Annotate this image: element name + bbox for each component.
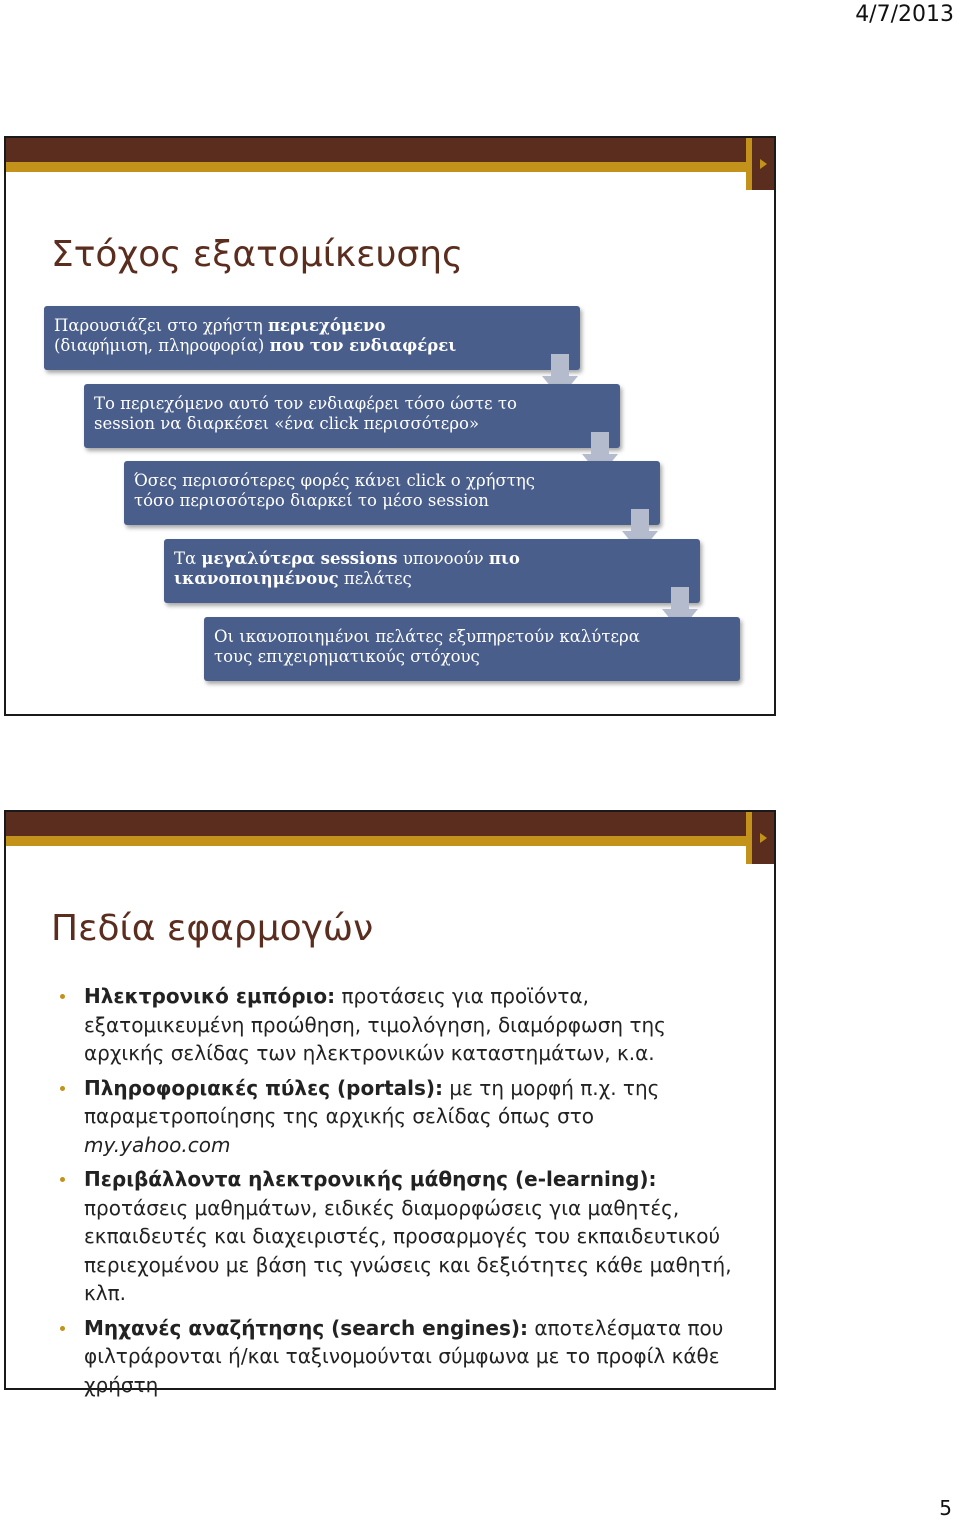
- page-number: 5: [939, 1496, 952, 1520]
- step-text: Οι ικανοποιημένοι πελάτες εξυπηρετούν καλύτερα: [214, 627, 640, 646]
- slide-header-accent: [6, 162, 774, 172]
- step-text: Το περιεχόμενο αυτό τον ενδιαφέρει τόσο ώστε το: [94, 394, 517, 413]
- slide-personalization-goal: [4, 136, 776, 716]
- bullet-heading: Ηλεκτρονικό εμπόριο:: [84, 984, 336, 1008]
- bullet-heading: Μηχανές αναζήτησης (search engines):: [84, 1315, 528, 1340]
- step-text-bold: μεγαλύτερα sessions: [201, 549, 398, 568]
- step-text-bold: πιο: [488, 549, 520, 568]
- process-step-2: [84, 384, 620, 448]
- slide-header-band: [6, 812, 774, 836]
- step-text: Όσες περισσότερες φορές κάνει click ο χρήστης: [134, 471, 536, 490]
- triangle-icon: [760, 159, 767, 169]
- step-text: Τα: [174, 549, 202, 568]
- process-step-3: [124, 461, 660, 525]
- step-text-bold: ικανοποιημένους: [174, 569, 339, 588]
- bullet-text: αποτελέσματα που φιλτράρονται ή/και ταξινομούνται σύμφωνα με το προφίλ κάθε χρήστη: [84, 1315, 724, 1397]
- triangle-icon: [760, 833, 767, 843]
- slide-header-accent: [6, 836, 774, 846]
- slide-header-band: [6, 138, 774, 162]
- step-text: υπονοούν: [397, 549, 489, 568]
- list-item: [56, 1074, 736, 1160]
- list-item: [56, 1314, 736, 1400]
- list-item: [56, 982, 736, 1068]
- page-date: 4/7/2013: [855, 2, 954, 27]
- slide-title: Πεδία εφαρμογών: [51, 908, 374, 949]
- slide-corner-decoration: [746, 812, 774, 864]
- slide-application-fields: [4, 810, 776, 1397]
- process-step-1: [44, 306, 580, 370]
- bullet-text: προτάσεις για προϊόντα, εξατομικευμένη προώθηση, τιμολόγηση, διαμόρφωση της αρχικής σελίδας των ηλεκτρονικών καταστημάτων, κ.α.: [84, 984, 666, 1065]
- step-text-bold: περιεχόμενο: [267, 316, 386, 335]
- process-step-5: [204, 617, 740, 681]
- list-item: [56, 1165, 736, 1308]
- bullet-heading: Περιβάλλοντα ηλεκτρονικής μάθησης (e-learning):: [84, 1167, 657, 1191]
- bullet-heading: Πληροφοριακές πύλες (portals):: [84, 1075, 444, 1100]
- bullet-text: προτάσεις μαθημάτων, ειδικές διαμορφώσεις για μαθητές, εκπαιδευτές και διαχειριστές, προσαρμογές του εκπαιδευτικού περιεχομένου με βάση τις γνώσεις και δεξιότητες κάθε μαθητή, κλπ.: [84, 1195, 732, 1305]
- step-text: τους επιχειρηματικούς στόχους: [214, 647, 480, 666]
- step-text-bold: που τον ενδιαφέρει: [269, 336, 457, 355]
- step-text: Παρουσιάζει στο χρήστη: [54, 316, 268, 335]
- step-text: session να διαρκέσει «ένα click περισσότερο»: [94, 414, 480, 433]
- process-step-4: [164, 539, 700, 603]
- bullet-text: με τη μορφή π.χ. της παραμετροποίησης της αρχικής σελίδας όπως στο: [84, 1075, 660, 1128]
- bullet-list: [56, 982, 736, 1405]
- step-text: τόσο περισσότερο διαρκεί το μέσο session: [134, 491, 489, 510]
- step-text: (διαφήμιση, πληροφορία): [54, 336, 270, 355]
- bullet-link-text: my.yahoo.com: [84, 1132, 231, 1157]
- slide-corner-decoration: [746, 138, 774, 190]
- step-text: πελάτες: [338, 569, 412, 588]
- slide-title: Στόχος εξατομίκευσης: [51, 234, 464, 275]
